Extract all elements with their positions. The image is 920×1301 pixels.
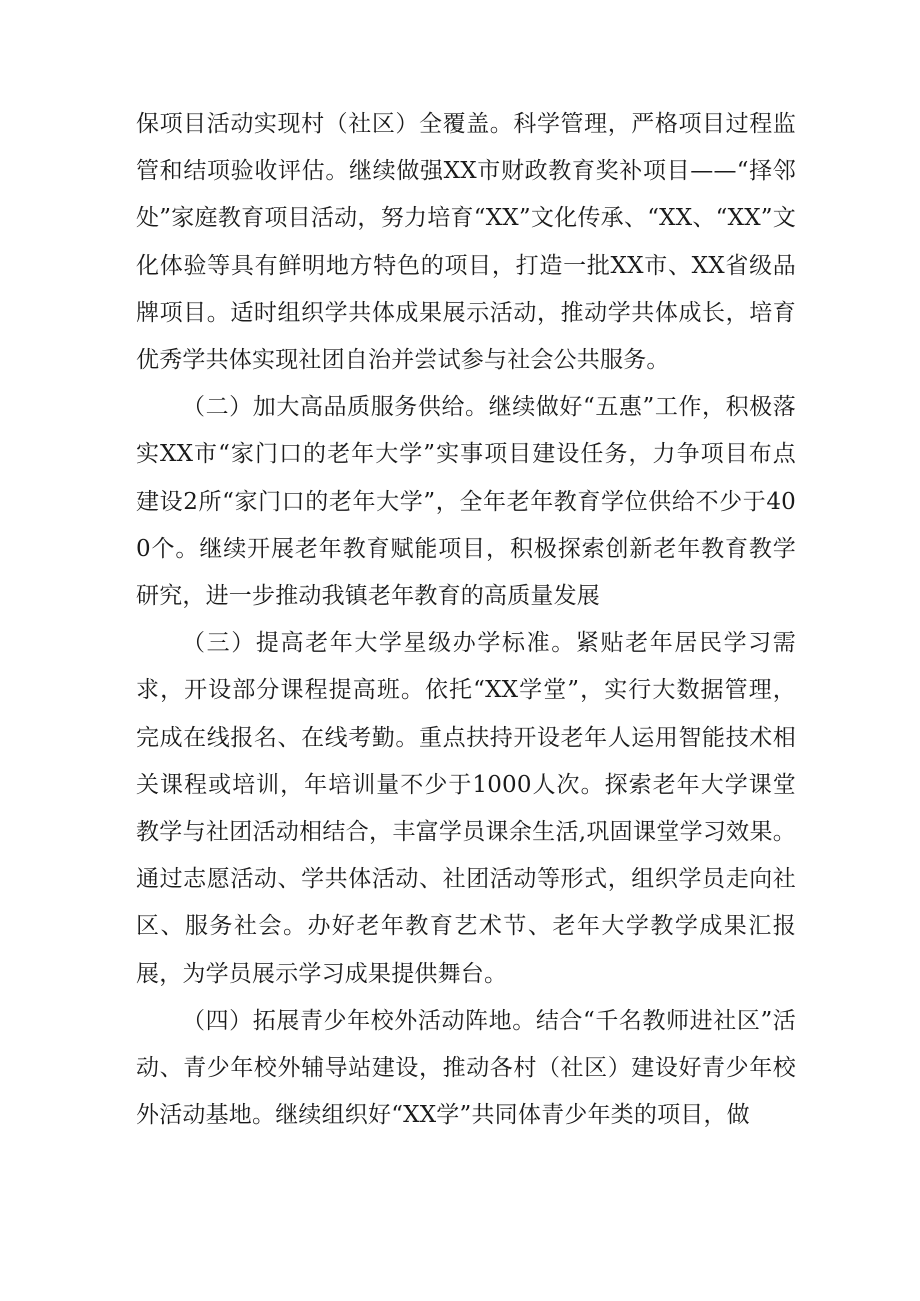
paragraph-service-supply: （二）加大高品质服务供给。继续做好“五惠”工作，积极落实XX市“家门口的老年大学”实事项目建设任务，力争项目布点建设2所“家门口的老年大学”，全年老年教育学位供给不少于400个。继续开展老年教育赋能项目，积极探索创新老年教育教学研究，进一步推动我镇老年教育的高质量发展 (136, 394, 796, 610)
paragraph-project-coverage: 保项目活动实现村（社区）全覆盖。科学管理，严格项目过程监管和结项验收评估。继续做强XX市财政教育奖补项目——“择邻处”家庭教育项目活动，努力培育“XX”文化传承、“XX、“XX”文化体验等具有鲜明地方特色的项目，打造一批XX市、XX省级品牌项目。适时组织学共体成果展示活动，推动学共体成长，培育优秀学共体实现社团自治并尝试参与社会公共服务。 (136, 111, 796, 374)
paragraph-elder-university-standard: （三）提高老年大学星级办学标准。紧贴老年居民学习需求，开设部分课程提高班。依托“XX学堂”，实行大数据管理，完成在线报名、在线考勤。重点扶持开设老年人运用智能技术相关课程或培训，年培训量不少于1000人次。探索老年大学课堂教学与社团活动相结合，丰富学员课余生活,巩固课堂学习效果。通过志愿活动、学共体活动、社团活动等形式，组织学员走向社区、服务社会。办好老年教育艺术节、老年大学教学成果汇报展，为学员展示学习成果提供舞台。 (136, 630, 796, 987)
paragraph-youth-activity-base: （四）拓展青少年校外活动阵地。结合“千名教师进社区”活动、青少年校外辅导站建设，推动各村（社区）建设好青少年校外活动基地。继续组织好“XX学”共同体青少年类的项目，做 (136, 1007, 796, 1129)
document-body (136, 101, 796, 1139)
